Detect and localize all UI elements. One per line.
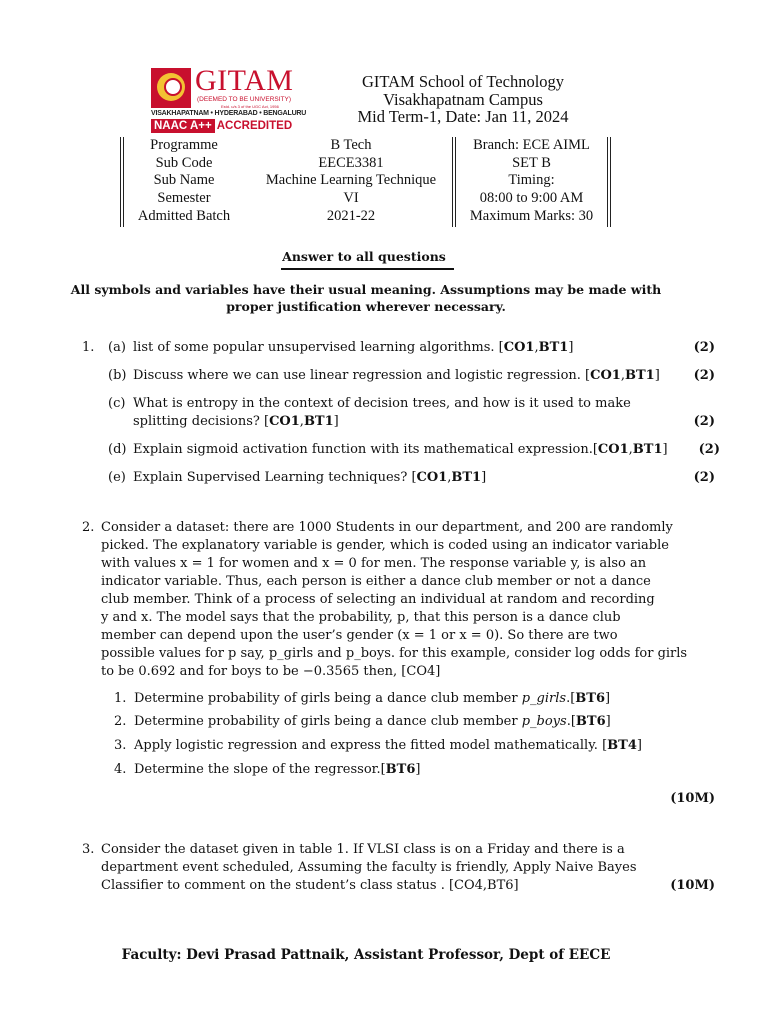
q1b-text: Discuss where we can use linear regression and logistic regression. [CO1,BT1]: [133, 368, 660, 383]
q2-line: member can depend upon the user’s gender (x = 1 or x = 0). So there are two: [101, 628, 618, 643]
faculty-line: Faculty: Devi Prasad Pattnaik, Assistant Professor, Dept of EECE: [121, 947, 611, 963]
info-right: 08:00 to 9:00 AM: [479, 190, 584, 207]
info-right: Branch: ECE AIML: [473, 137, 590, 153]
q3-line: Consider the dataset given in table 1. If VLSI class is on a Friday and there is a: [101, 842, 625, 857]
q1c-text-line1: What is entropy in the context of decision trees, and how is it used to make: [133, 396, 631, 411]
q1d-marks: (2): [698, 442, 720, 457]
logo-estd-text: Estd. u/s 3 of the UGC Act, 1956: [221, 104, 279, 109]
info-label: Programme: [150, 137, 218, 153]
naac-accredited: ACCREDITED: [216, 120, 293, 132]
info-value: B Tech: [330, 137, 372, 153]
info-labels-column: [128, 137, 240, 226]
q2-sub-number: 4.: [114, 762, 127, 777]
instruction-note: All symbols and variables have their usual meaning. Assumptions may be made with proper justification wherever necessary.: [70, 282, 662, 314]
logo-wordmark: GITAM: [195, 64, 294, 97]
naac-badge: [151, 119, 292, 133]
q1d-text: Explain sigmoid activation function with its mathematical expression.[CO1,BT1]: [133, 442, 668, 457]
q3-number: 3.: [82, 842, 95, 857]
naac-label: NAAC A++: [151, 119, 215, 133]
info-right: Maximum Marks: 30: [469, 207, 594, 224]
heading-underline: [281, 268, 454, 270]
info-value: 2021-22: [326, 207, 376, 224]
info-label: Semester: [157, 190, 211, 207]
q1e-marks: (2): [693, 470, 715, 485]
exam-title-date: Mid Term-1, Date: Jan 11, 2024: [357, 107, 569, 126]
q3-line: department event scheduled, Assuming the faculty is friendly, Apply Naive Bayes: [101, 860, 637, 875]
q2-sub-text: Determine probability of girls being a dance club member p_boys.[BT6]: [134, 714, 611, 729]
info-values-column: [254, 137, 448, 226]
q2-marks: (10M): [670, 791, 715, 806]
q1b-marks: (2): [693, 368, 715, 383]
q1b-label: (b): [108, 368, 127, 383]
q2-line: club member. Think of a process of selecting an individual at random and recording: [101, 592, 655, 607]
q2-line: y and x. The model says that the probability, p, that this person is a dance club: [101, 610, 621, 625]
info-value: EECE3381: [318, 154, 384, 171]
q1d-label: (d): [108, 442, 127, 457]
q1a-marks: (2): [693, 340, 715, 355]
q1e-label: (e): [108, 470, 126, 485]
q2-line: to be 0.692 and for boys to be −0.3565 then, [CO4]: [101, 664, 441, 679]
q2-sub-text: Determine the slope of the regressor.[BT6]: [134, 762, 421, 777]
logo-cities: VISAKHAPATNAM • HYDERABAD • BENGALURU: [151, 110, 307, 117]
info-right: SET B: [512, 154, 551, 171]
q2-line: possible values for p say, p_girls and p_boys. for this example, consider log odds for girls: [101, 646, 688, 661]
q2-sub-text: Apply logistic regression and express the fitted model mathematically. [BT4]: [134, 738, 642, 753]
q2-number: 2.: [82, 520, 95, 535]
q2-line: with values x = 1 for women and x = 0 for men. The response variable y, is also an: [101, 556, 647, 571]
info-label: Admitted Batch: [137, 207, 231, 224]
q2-line: picked. The explanatory variable is gender, which is coded using an indicator variable: [101, 538, 669, 553]
school-name: GITAM School of Technology: [361, 72, 565, 91]
gitam-logo: [151, 64, 308, 133]
q2-sub-text: Determine probability of girls being a dance club member p_girls.[BT6]: [134, 691, 611, 706]
info-value: Machine Learning Technique: [265, 172, 437, 189]
q3-line: Classifier to comment on the student’s class status . [CO4,BT6]: [101, 878, 519, 893]
q1c-marks: (2): [693, 414, 715, 429]
q1c-text-line2: splitting decisions? [CO1,BT1]: [133, 414, 339, 429]
q3-marks: (10M): [670, 878, 715, 893]
q2-sub-number: 3.: [114, 738, 127, 753]
q2-line: indicator variable. Thus, each person is either a dance club member or not a dance: [101, 574, 651, 589]
info-right: Timing:: [508, 172, 555, 189]
exam-header: [328, 73, 598, 126]
q1a-text: list of some popular unsupervised learning algorithms. [CO1,BT1]: [133, 340, 574, 355]
info-value: VI: [343, 190, 359, 207]
q2-sub-number: 1.: [114, 691, 127, 706]
q1c-label: (c): [108, 396, 126, 411]
q2-sub-number: 2.: [114, 714, 127, 729]
info-label: Sub Name: [153, 172, 215, 189]
answer-all-heading: Answer to all questions: [282, 249, 446, 264]
q1-number: 1.: [82, 340, 95, 355]
gitam-emblem-icon: [151, 68, 191, 108]
campus-name: Visakhapatnam Campus: [383, 89, 543, 109]
exam-info-table: [118, 137, 612, 227]
logo-deemed-text: (DEEMED TO BE UNIVERSITY): [197, 96, 292, 103]
info-right-column: [459, 137, 604, 226]
q1e-text: Explain Supervised Learning techniques? [CO1,BT1]: [133, 470, 487, 485]
q1a-label: (a): [108, 340, 126, 355]
info-label: Sub Code: [155, 154, 213, 171]
q2-line: Consider a dataset: there are 1000 Students in our department, and 200 are randomly: [101, 520, 673, 535]
